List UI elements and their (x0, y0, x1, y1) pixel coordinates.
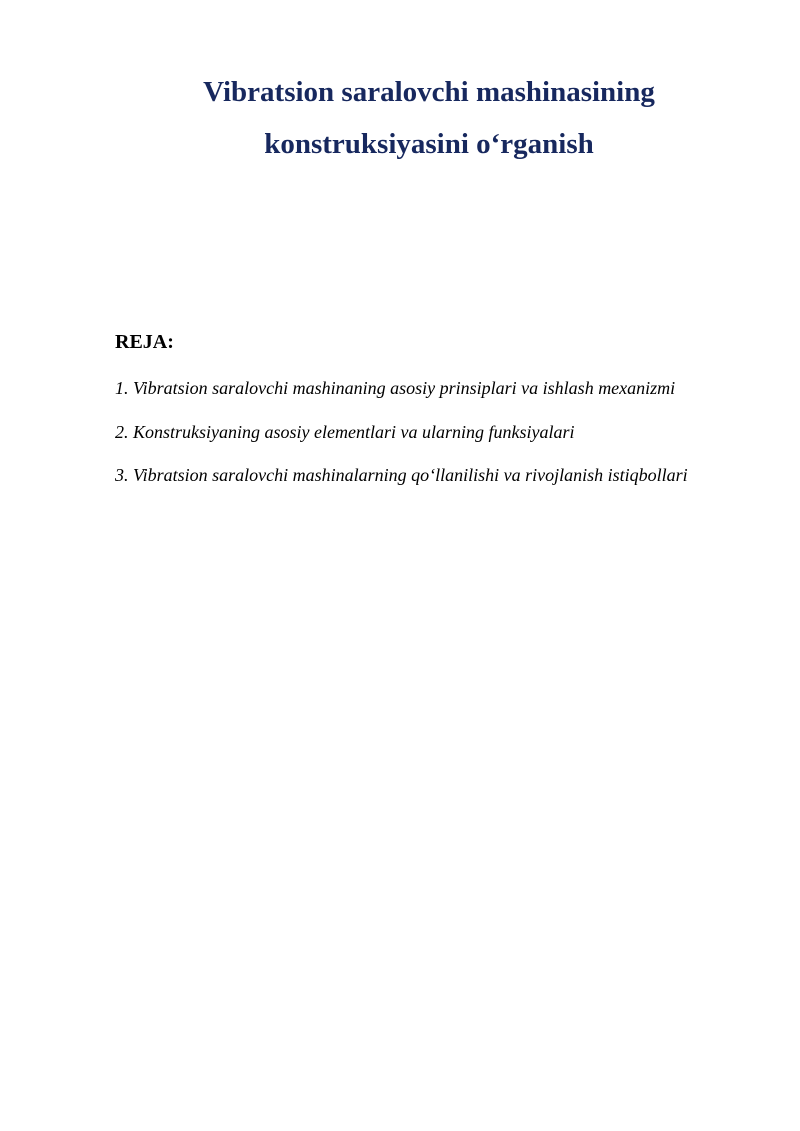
plan-item-3: 3. Vibratsion saralovchi mashinalarning qo‘llanilishi va rivojlanish istiqbollari (115, 465, 688, 485)
plan-item-1: 1. Vibratsion saralovchi mashinaning asosiy prinsiplari va ishlash mexanizmi (115, 378, 676, 398)
document-title-line-1: Vibratsion saralovchi mashinasining (203, 76, 655, 108)
plan-list (115, 376, 688, 507)
document-title-line-2: konstruksiyasini o‘rganish (264, 128, 594, 160)
plan-item-2: 2. Konstruksiyaning asosiy elementlari va ularning funksiyalari (115, 421, 575, 442)
plan-heading: REJA: (115, 331, 174, 353)
